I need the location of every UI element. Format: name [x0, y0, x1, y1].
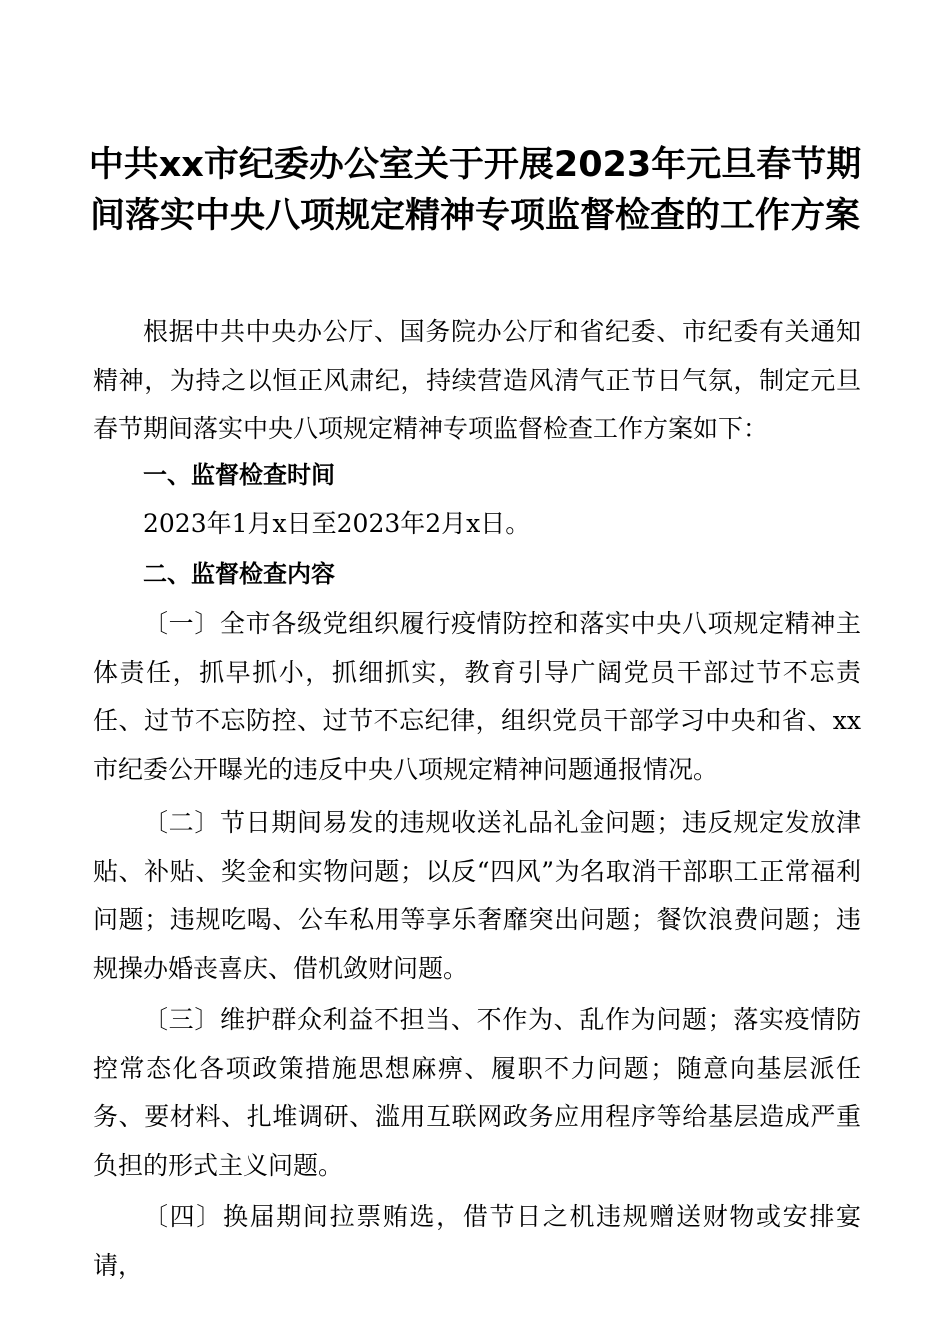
- section-time-text: 2023年1月x日至2023年2月x日。: [143, 509, 531, 538]
- content-item-1: 〔一〕全市各级党组织履行疫情防控和落实中央八项规定精神主体责任，抓早抓小，抓细抓实，教育引导广阔党员干部过节不忘责任、过节不忘防控、过节不忘纪律，组织党员干部学习中央和省、xx市纪委公开曝光的违反中央八项规定精神问题通报情况。: [93, 609, 861, 784]
- section-heading-content: 二、监督检查内容: [143, 560, 335, 588]
- intro-paragraph: 根据中共中央办公厅、国务院办公厅和省纪委、市纪委有关通知精神，为持之以恒正风肃纪，持续营造风清气正节日气氛，制定元旦春节期间落实中央八项规定精神专项监督检查工作方案如下：: [93, 317, 861, 443]
- section-heading-time: 一、监督检查时间: [143, 461, 335, 489]
- content-item-4: 〔四〕换届期间拉票贿选，借节日之机违规赠送财物或安排宴请，: [93, 1202, 861, 1280]
- content-item-2: 〔二〕节日期间易发的违规收送礼品礼金问题；违反规定发放津贴、补贴、奖金和实物问题；以反“四风”为名取消干部职工正常福利问题；违规吃喝、公车私用等享乐奢靡突出问题；餐饮浪费问题；违规操办婚丧喜庆、借机敛财问题。: [93, 808, 861, 983]
- content-item-3: 〔三〕维护群众利益不担当、不作为、乱作为问题；落实疫情防控常态化各项政策措施思想麻痹、履职不力问题；随意向基层派任务、要材料、扎堆调研、滥用互联网政务应用程序等给基层造成严重负担的形式主义问题。: [93, 1005, 861, 1180]
- document-title: 中共xx市纪委办公室关于开展2023年元旦春节期间落实中央八项规定精神专项监督检查的工作方案: [88, 145, 862, 236]
